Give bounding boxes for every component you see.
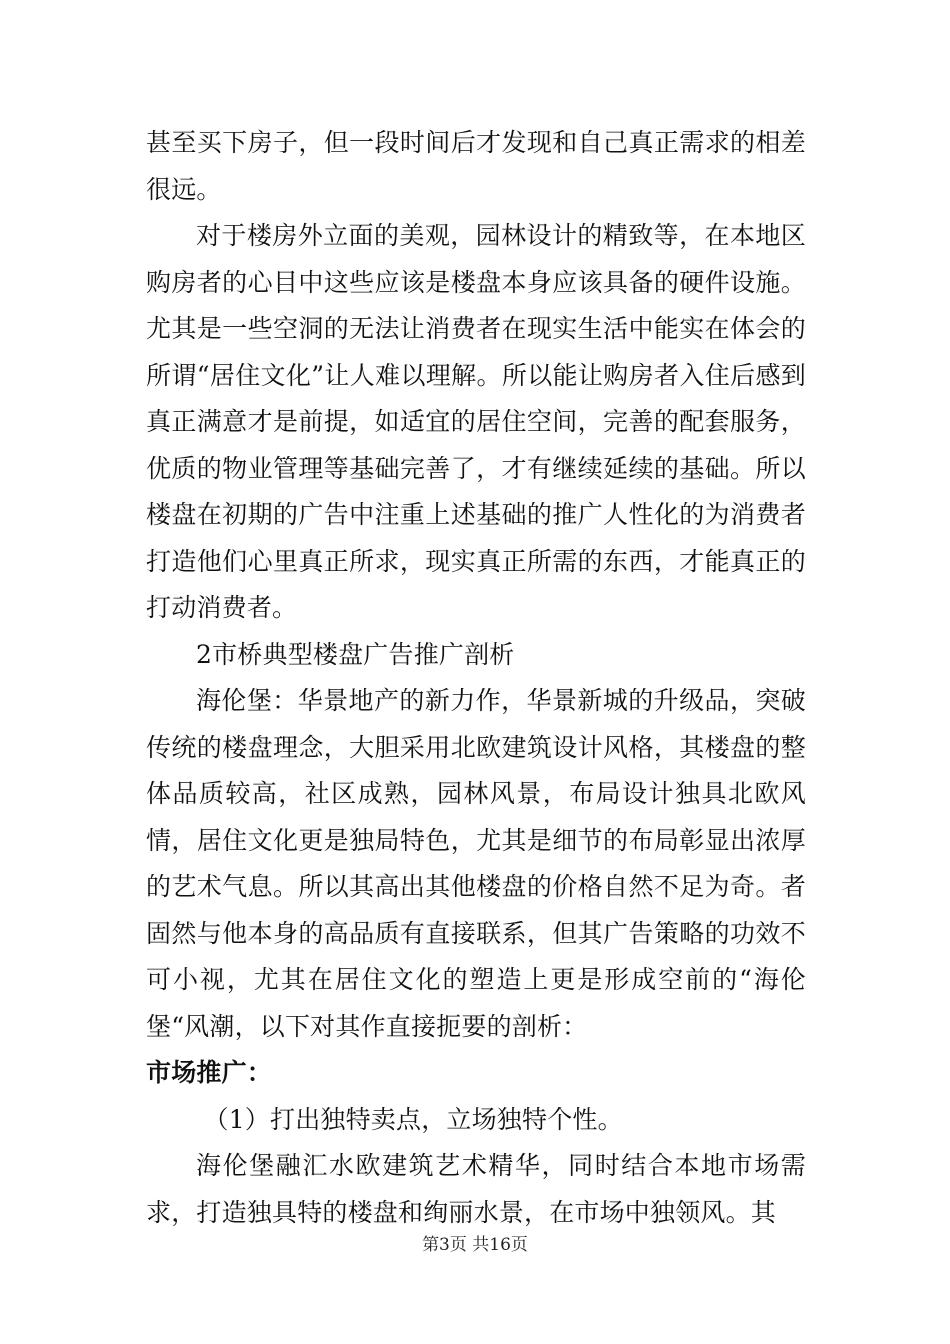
paragraph-continuation: 甚至买下房子，但一段时间后才发现和自己真正需求的相差很远。 <box>146 128 806 204</box>
paragraph-helenbao: 海伦堡：华景地产的新力作，华景新城的升级品，突破传统的楼盘理念，大胆采用北欧建筑设计风格，其楼盘的整体品质较高，社区成熟，园林风景，布局设计独具北欧风情，居住文化更是独局特色，尤其是细节的布局彰显出浓厚的艺术气息。所以其高出其他楼盘的价格自然不足为奇。者固然与他本身的高品质有直接联系，但其广告策略的功效不可小视，尤其在居住文化的塑造上更是形成空前的“海伦堡“风潮，以下对其作直接扼要的剖析： <box>146 686 806 1041</box>
page-footer: 第3页 共16页 <box>422 1235 528 1255</box>
heading-market-promotion: 市场推广： <box>146 1058 273 1087</box>
document-body <box>146 120 806 1236</box>
list-item-1: （1）打出独特卖点，立场独特个性。 <box>203 1104 623 1134</box>
paragraph-water-scene: 海伦堡融汇水欧建筑艺术精华，同时结合本地市场需求，打造独具特的楼盘和绚丽水景，在市场中独领风。其 <box>146 1151 806 1227</box>
paragraph-facade-design: 对于楼房外立面的美观，园林设计的精致等，在本地区购房者的心目中这些应该是楼盘本身应该具备的硬件设施。尤其是一些空洞的无法让消费者在现实生活中能实在体会的所谓“居住文化”让人难以理解。所以能让购房者入住后感到真正满意才是前提，如适宜的居住空间，完善的配套服务，优质的物业管理等基础完善了，才有继续延续的基础。所以楼盘在初期的广告中注重上述基础的推广人性化的为消费者打造他们心里真正所求，现实真正所需的东西，才能真正的打动消费者。 <box>146 221 806 622</box>
section-title-ad-analysis: 2市桥典型楼盘广告推广剖析 <box>196 639 515 669</box>
